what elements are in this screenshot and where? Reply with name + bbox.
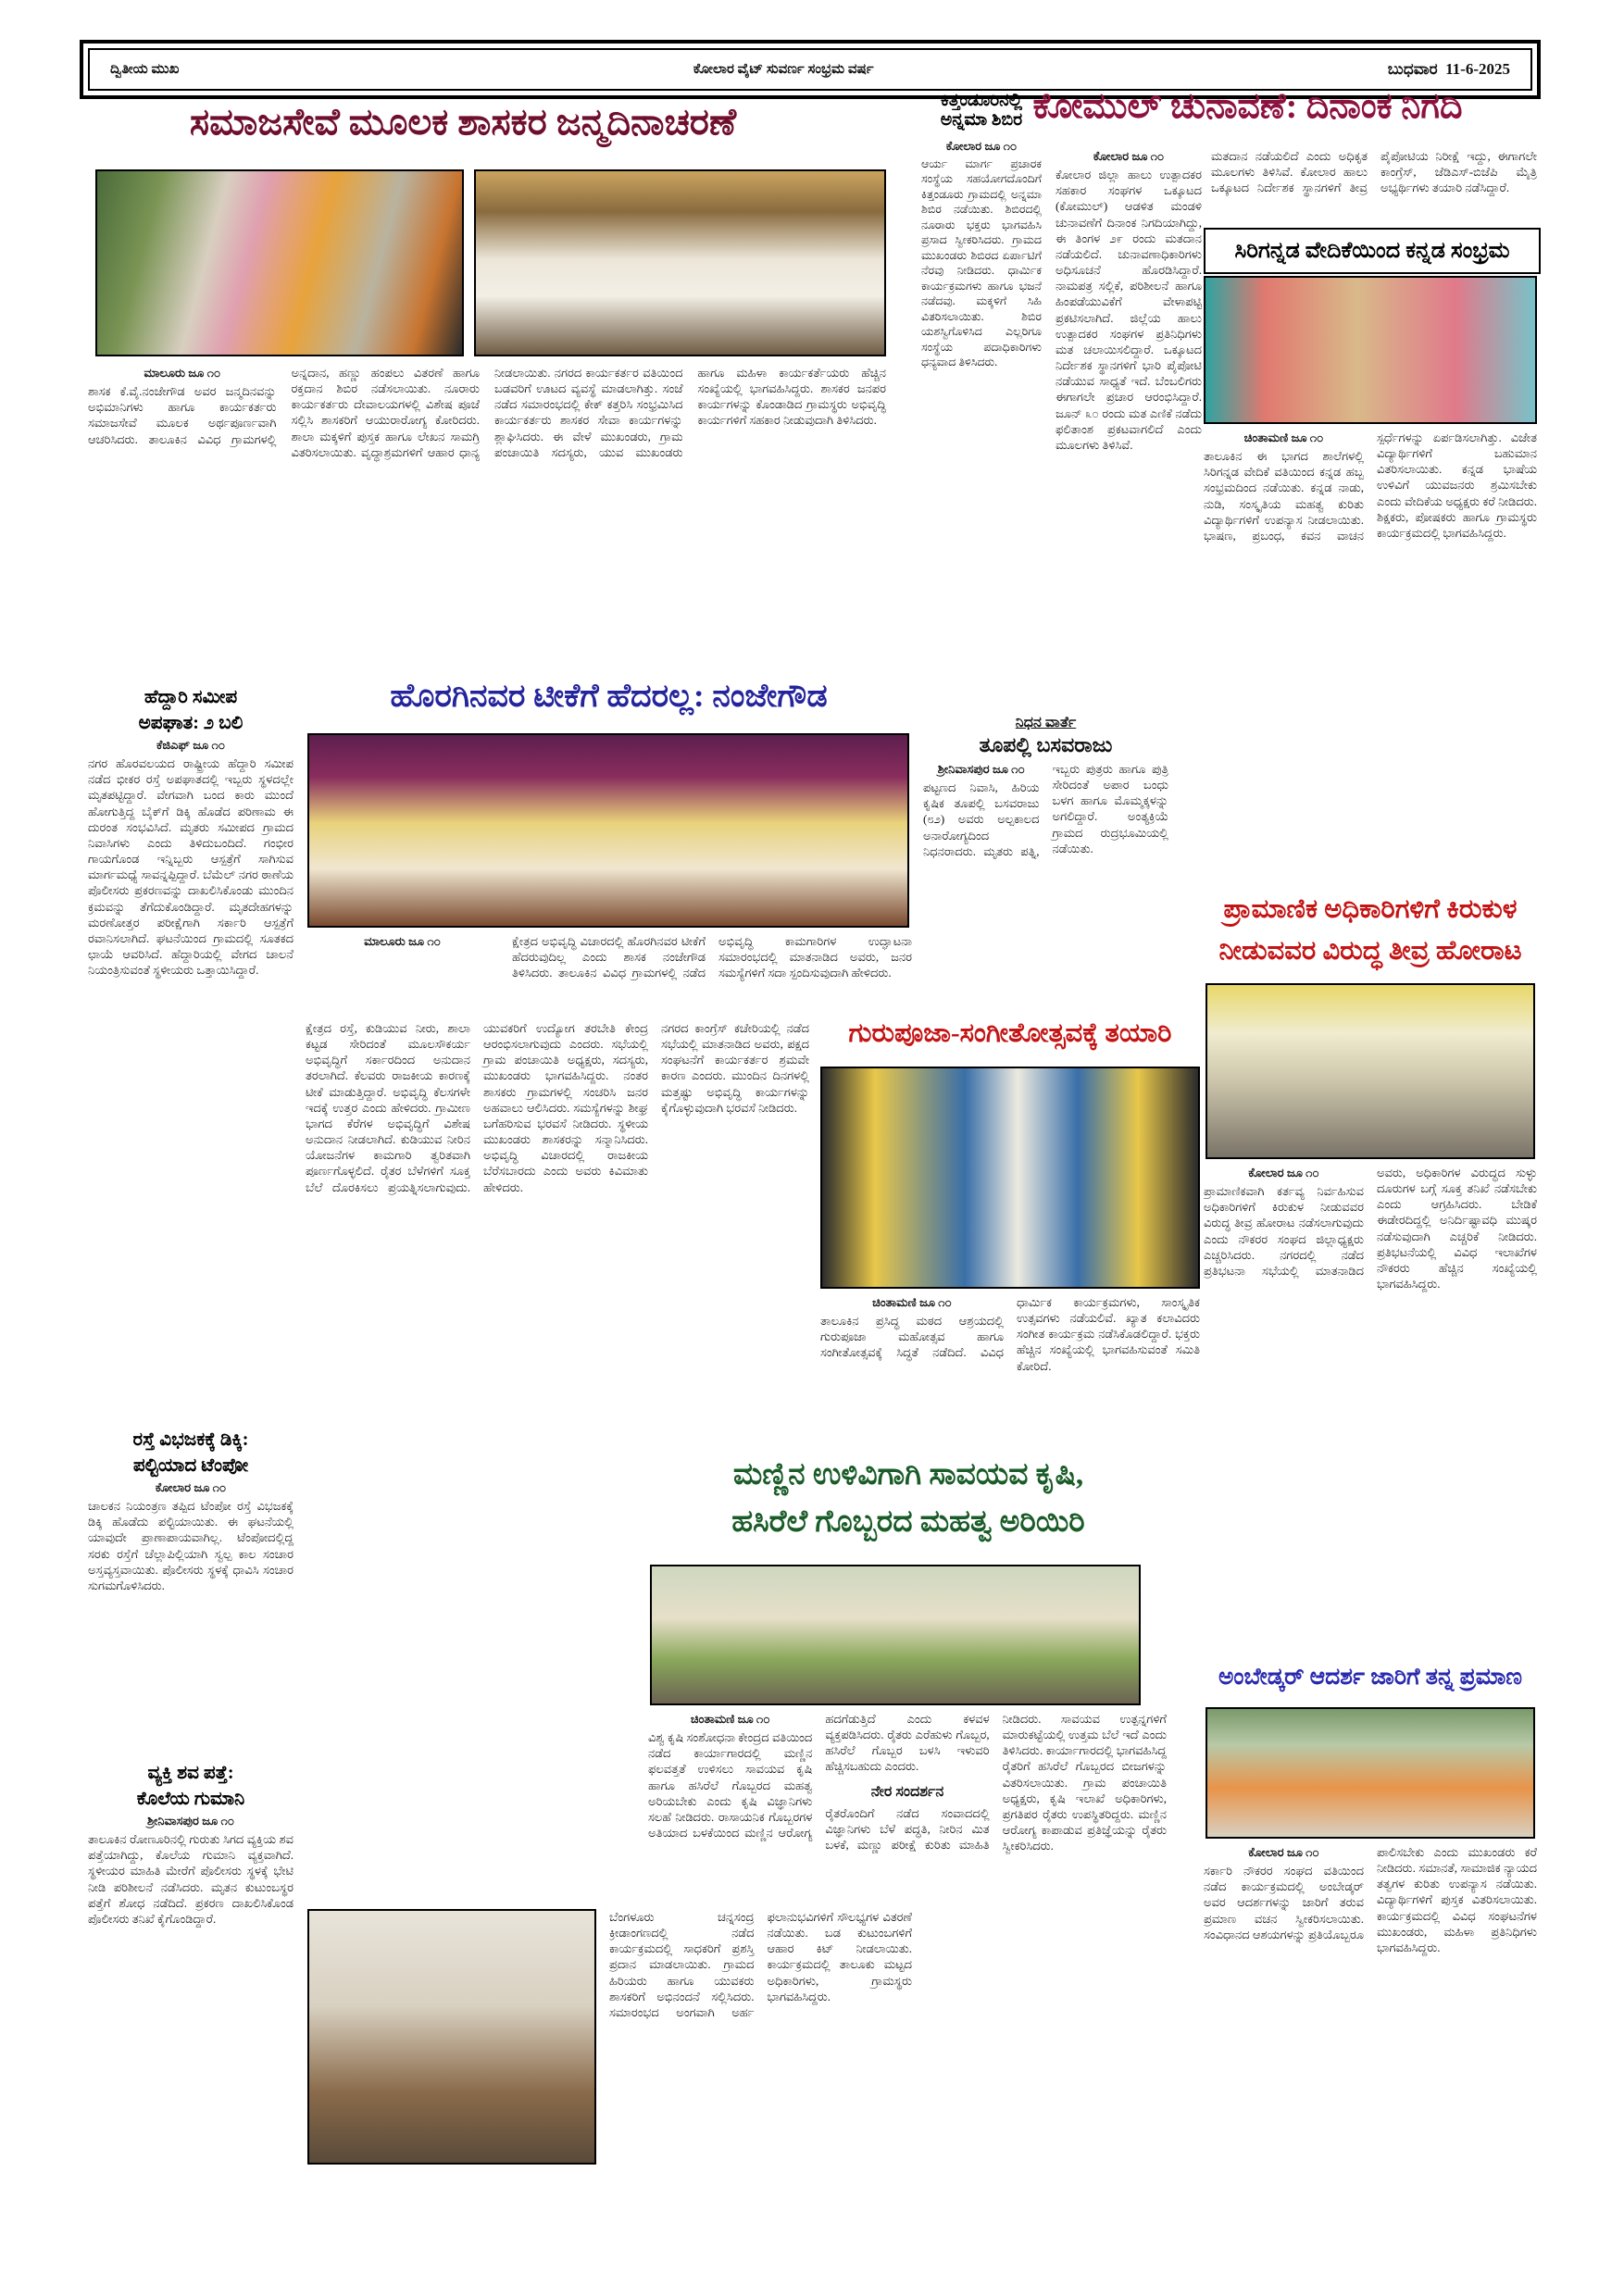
article-nanjegowda-bottom-text: ಬೆಂಗಳೂರು ಚನ್ನಸಂದ್ರ ಕ್ರೀಡಾಂಗಣದಲ್ಲಿ ನಡೆದ ಕಾರ್ಯಕ್ರಮದಲ್ಲಿ ಸಾಧಕರಿಗೆ ಪ್ರಶಸ್ತಿ ಪ್ರದಾನ ಮಾಡಲಾಯಿತು. ಗ್ರಾಮದ ಹಿರಿಯರು ಹಾಗೂ ಯುವಕರು ಶಾಸಕರಿಗೆ ಅಭಿನಂದನೆ ಸಲ್ಲಿಸಿದರು. ಸಮಾರಂಭದ ಅಂಗವಾಗಿ ಅರ್ಹ ಫಲಾನುಭವಿಗಳಿಗೆ ಸೌಲಭ್ಯಗಳ ವಿತರಣೆ ನಡೆಯಿತು. ಬಡ ಕುಟುಂಬಗಳಿಗೆ ಆಹಾರ ಕಿಟ್ ನೀಡಲಾಯಿತು. ಕಾರ್ಯಕ್ರಮದಲ್ಲಿ ತಾಲೂಕು ಮಟ್ಟದ ಅಧಿಕಾರಿಗಳು, ಗ್ರಾಮಸ್ಥರು ಭಾಗವಹಿಸಿದ್ದರು.	[609, 1910, 912, 2019]
article-harassment-headline-line2: ನೀಡುವವರ ವಿರುದ್ಧ ತೀವ್ರ ಹೋರಾಟ	[1218, 935, 1522, 966]
article-tempo-dateline: ಕೋಲಾರ ಜೂ ೧೦	[155, 1480, 227, 1494]
masthead-section-label: ದ್ವಿತೀಯ ಮುಖ	[110, 62, 180, 77]
article-tempo-text: ಚಾಲಕನ ನಿಯಂತ್ರಣ ತಪ್ಪಿದ ಟೆಂಪೋ ರಸ್ತೆ ವಿಭಜಕಕ್ಕೆ ಡಿಕ್ಕಿ ಹೊಡೆದು ಪಲ್ಟಿಯಾಯಿತು. ಈ ಘಟನೆಯಲ್ಲಿ ಯಾವುದೇ ಪ್ರಾಣಾಪಾಯವಾಗಿಲ್ಲ. ಟೆಂಪೋದಲ್ಲಿದ್ದ ಸರಕು ರಸ್ತೆಗೆ ಚೆಲ್ಲಾಪಿಲ್ಲಿಯಾಗಿ ಸ್ವಲ್ಪ ಕಾಲ ಸಂಚಾರ ಅಸ್ತವ್ಯಸ್ತವಾಯಿತು. ಪೊಲೀಸರು ಸ್ಥಳಕ್ಕೆ ಧಾವಿಸಿ ಸಂಚಾರ ಸುಗಮಗೊಳಿಸಿದರು.	[88, 1499, 294, 1592]
article-ambedkar-headline: ಅಂಬೇಡ್ಕರ್ ಆದರ್ಶ ಜಾರಿಗೆ ತನ್ನ ಪ್ರಮಾಣ	[1218, 1665, 1523, 1690]
article-komul-text-left: ಕೋಲಾರ ಜಿಲ್ಲಾ ಹಾಲು ಉತ್ಪಾದಕರ ಸಹಕಾರ ಸಂಘಗಳ ಒಕ್ಕೂಟದ (ಕೋಮುಲ್) ಆಡಳಿತ ಮಂಡಳಿ ಚುನಾವಣೆಗೆ ದಿನಾಂಕ ನಿಗದಿಯಾಗಿದ್ದು, ಈ ತಿಂಗಳ ೨೯ ರಂದು ಮತದಾನ ನಡೆಯಲಿದೆ. ಚುನಾವಣಾಧಿಕಾರಿಗಳು ಅಧಿಸೂಚನೆ ಹೊರಡಿಸಿದ್ದಾರೆ. ನಾಮಪತ್ರ ಸಲ್ಲಿಕೆ, ಪರಿಶೀಲನೆ ಹಾಗೂ ಹಿಂಪಡೆಯುವಿಕೆಗೆ ವೇಳಾಪಟ್ಟಿ ಪ್ರಕಟಿಸಲಾಗಿದೆ. ಜಿಲ್ಲೆಯ ಹಾಲು ಉತ್ಪಾದಕರ ಸಂಘಗಳ ಪ್ರತಿನಿಧಿಗಳು ಮತ ಚಲಾಯಿಸಲಿದ್ದಾರೆ. ಒಕ್ಕೂಟದ ನಿರ್ದೇಶಕ ಸ್ಥಾನಗಳಿಗೆ ಭಾರಿ ಪೈಪೋಟಿ ನಡೆಯುವ ಸಾಧ್ಯತೆ ಇದೆ. ಬೆಂಬಲಿಗರು ಈಗಾಗಲೇ ಪ್ರಚಾರ ಆರಂಭಿಸಿದ್ದಾರೆ. ಜೂನ್ ೩೦ ರಂದು ಮತ ಎಣಿಕೆ ನಡೆದು ಫಲಿತಾಂಶ ಪ್ರಕಟವಾಗಲಿದೆ ಎಂದು ಮೂಲಗಳು ತಿಳಿಸಿವೆ.	[1056, 168, 1202, 452]
article-komul-text-right: ಮತದಾನ ನಡೆಯಲಿದೆ ಎಂದು ಅಧಿಕೃತ ಮೂಲಗಳು ತಿಳಿಸಿವೆ. ಕೋಲಾರ ಹಾಲು ಒಕ್ಕೂಟದ ನಿರ್ದೇಶಕ ಸ್ಥಾನಗಳಿಗೆ ತೀವ್ರ ಪೈಪೋಟಿಯ ನಿರೀಕ್ಷೆ ಇದ್ದು, ಈಗಾಗಲೇ ಕಾಂಗ್ರೆಸ್, ಜೆಡಿಎಸ್-ಬಿಜೆಪಿ ಮೈತ್ರಿ ಅಭ್ಯರ್ಥಿಗಳು ತಯಾರಿ ನಡೆಸಿದ್ದಾರೆ.	[1211, 149, 1537, 195]
article-body-found-body	[88, 1813, 294, 2250]
photo-nanjegowda-stage	[307, 733, 909, 928]
article-soil-dateline: ಚಿಂತಾಮಣಿ ಜೂ ೧೦	[690, 1712, 770, 1726]
article-sirigannada-dateline: ಚಿಂತಾಮಣಿ ಜೂ ೧೦	[1243, 430, 1324, 444]
article-ambedkar-body	[1204, 1844, 1537, 2252]
article-nanjegowda-intro	[306, 933, 912, 1015]
article-obituary-dateline: ಶ್ರೀನಿವಾಸಪುರ ಜೂ ೧೦	[937, 762, 1025, 776]
article-soil-headline-line1: ಮಣ್ಣಿನ ಉಳಿವಿಗಾಗಿ ಸಾವಯವ ಕೃಷಿ,	[732, 1458, 1084, 1491]
article-body-found-headline-line2: ಕೊಲೆಯ ಗುಮಾನಿ	[136, 1789, 245, 1809]
left-column-briefs	[88, 681, 294, 2250]
article-body-found-dateline: ಶ್ರೀನಿವಾಸಪುರ ಜೂ ೧೦	[146, 1814, 235, 1828]
article-accident-body	[88, 737, 294, 1424]
article-nanjegowda-side-text: ನಗರದ ಕಾಂಗ್ರೆಸ್ ಕಚೇರಿಯಲ್ಲಿ ನಡೆದ ಸಭೆಯಲ್ಲಿ ಮಾತನಾಡಿದ ಅವರು, ಪಕ್ಷದ ಸಂಘಟನೆಗೆ ಕಾರ್ಯಕರ್ತರ ಶ್ರಮವೇ ಕಾರಣ ಎಂದರು. ಮುಂದಿನ ದಿನಗಳಲ್ಲಿ ಮತ್ತಷ್ಟು ಅಭಿವೃದ್ಧಿ ಕಾರ್ಯಗಳನ್ನು ಕೈಗೊಳ್ಳುವುದಾಗಿ ಭರವಸೆ ನೀಡಿದರು.	[661, 1021, 809, 1115]
article-gurupuja-headline: ಗುರುಪೂಜಾ-ಸಂಗೀತೋತ್ಸವಕ್ಕೆ ತಯಾರಿ	[848, 1018, 1172, 1048]
article-harassment-dateline: ಕೋಲಾರ ಜೂ ೧೦	[1248, 1166, 1319, 1179]
article-body-found-headline-line1: ವ್ಯಕ್ತಿ ಶವ ಪತ್ತೆ:	[147, 1763, 234, 1783]
photo-handover	[307, 1909, 596, 2165]
article-sirigannada-headline: ಸಿರಿಗನ್ನಡ ವೇದಿಕೆಯಿಂದ ಕನ್ನಡ ಸಂಭ್ರಮ	[1204, 228, 1541, 274]
article-soil-headline	[650, 1452, 1167, 1561]
masthead-edition-label: ಕೋಲಾರ ವೈಟ್ ಸುವರ್ಣ ಸಂಭ್ರಮ ವರ್ಷ	[693, 62, 874, 77]
article-obituary-body	[923, 761, 1168, 1013]
article-komul-headline: ಕೋಮುಲ್ ಚುನಾವಣೆ: ದಿನಾಂಕ ನಿಗದಿ	[1032, 87, 1463, 126]
article-accident-headline-line1: ಹೆದ್ದಾರಿ ಸಮೀಪ	[144, 687, 238, 707]
article-ambedkar-dateline: ಕೋಲಾರ ಜೂ ೧೦	[1248, 1845, 1319, 1859]
article-birthday-text: ಶಾಸಕ ಕೆ.ವೈ.ನಂಜೇಗೌಡ ಅವರ ಜನ್ಮದಿನವನ್ನು ಅಭಿಮಾನಿಗಳು ಹಾಗೂ ಕಾರ್ಯಕರ್ತರು ಸಮಾಜಸೇವೆ ಮೂಲಕ ಅರ್ಥಪೂರ್ಣವಾಗಿ ಆಚರಿಸಿದರು. ತಾಲೂಕಿನ ವಿವಿಧ ಗ್ರಾಮಗಳಲ್ಲಿ ಅನ್ನದಾನ, ಹಣ್ಣು ಹಂಪಲು ವಿತರಣೆ ಹಾಗೂ ರಕ್ತದಾನ ಶಿಬಿರ ನಡೆಸಲಾಯಿತು. ನೂರಾರು ಕಾರ್ಯಕರ್ತರು ದೇವಾಲಯಗಳಲ್ಲಿ ವಿಶೇಷ ಪೂಜೆ ಸಲ್ಲಿಸಿ ಶಾಸಕರಿಗೆ ಆಯುರಾರೋಗ್ಯ ಕೋರಿದರು. ಶಾಲಾ ಮಕ್ಕಳಿಗೆ ಪುಸ್ತಕ ಹಾಗೂ ಲೇಖನ ಸಾಮಗ್ರಿ ವಿತರಿಸಲಾಯಿತು. ವೃದ್ಧಾಶ್ರಮಗಳಿಗೆ ಆಹಾರ ಧಾನ್ಯ ನೀಡಲಾಯಿತು. ನಗರದ ಕಾರ್ಯಕರ್ತರ ವತಿಯಿಂದ ಬಡವರಿಗೆ ಊಟದ ವ್ಯವಸ್ಥೆ ಮಾಡಲಾಗಿತ್ತು. ಸಂಜೆ ನಡೆದ ಸಮಾರಂಭದಲ್ಲಿ ಕೇಕ್ ಕತ್ತರಿಸಿ ಸಂಭ್ರಮಿಸಿದ ಕಾರ್ಯಕರ್ತರು ಶಾಸಕರ ಸೇವಾ ಕಾರ್ಯಗಳನ್ನು ಶ್ಲಾಘಿಸಿದರು. ಈ ವೇಳೆ ಮುಖಂಡರು, ಗ್ರಾಮ ಪಂಚಾಯಿತಿ ಸದಸ್ಯರು, ಯುವ ಮುಖಂಡರು ಹಾಗೂ ಮಹಿಳಾ ಕಾರ್ಯಕರ್ತೆಯರು ಹೆಚ್ಚಿನ ಸಂಖ್ಯೆಯಲ್ಲಿ ಭಾಗವಹಿಸಿದ್ದರು. ಶಾಸಕರ ಜನಪರ ಕಾರ್ಯಗಳನ್ನು ಕೊಂಡಾಡಿದ ಗ್ರಾಮಸ್ಥರು ಅಭಿವೃದ್ಧಿ ಕಾರ್ಯಗಳಿಗೆ ಸಹಕಾರ ನೀಡುವುದಾಗಿ ತಿಳಿಸಿದರು.	[88, 366, 886, 459]
photo-birthday-annadana	[474, 169, 886, 356]
article-tempo-body	[88, 1479, 294, 1757]
article-kittandur-body	[921, 138, 1042, 706]
photo-birthday-procession	[95, 169, 464, 356]
photo-ambedkar-group	[1206, 1707, 1535, 1839]
article-birthday-headline: ಸಮಾಜಸೇವೆ ಮೂಲಕ ಶಾಸಕರ ಜನ್ಮದಿನಾಚರಣೆ	[189, 102, 737, 143]
masthead-date-value: 11-6-2025	[1445, 60, 1510, 78]
article-birthday-dateline: ಮಾಲೂರು ಜೂ ೧೦	[144, 366, 221, 380]
article-birthday-body	[88, 365, 886, 672]
article-obituary-text: ಪಟ್ಟಣದ ನಿವಾಸಿ, ಹಿರಿಯ ಕೃಷಿಕ ತೂಪಲ್ಲಿ ಬಸವರಾಜು (೮೨) ಅವರು ಅಲ್ಪಕಾಲದ ಅನಾರೋಗ್ಯದಿಂದ ನಿಧನರಾದರು. ಮೃತರು ಪತ್ನಿ, ಇಬ್ಬರು ಪುತ್ರರು ಹಾಗೂ ಪುತ್ರಿ ಸೇರಿದಂತೆ ಅಪಾರ ಬಂಧು ಬಳಗ ಹಾಗೂ ಮೊಮ್ಮಕ್ಕಳನ್ನು ಅಗಲಿದ್ದಾರೆ. ಅಂತ್ಯಕ್ರಿಯೆ ಗ್ರಾಮದ ರುದ್ರಭೂಮಿಯಲ್ಲಿ ನಡೆಯಿತು.	[923, 762, 1168, 858]
article-soil-text-1: ವಿಶ್ವ ಕೃಷಿ ಸಂಶೋಧನಾ ಕೇಂದ್ರದ ವತಿಯಿಂದ ನಡೆದ ಕಾರ್ಯಾಗಾರದಲ್ಲಿ ಮಣ್ಣಿನ ಫಲವತ್ತತೆ ಉಳಿಸಲು ಸಾವಯವ ಕೃಷಿ ಹಾಗೂ ಹಸಿರೆಲೆ ಗೊಬ್ಬರದ ಮಹತ್ವ ಅರಿಯಬೇಕು ಎಂದು ಕೃಷಿ ವಿಜ್ಞಾನಿಗಳು ಸಲಹೆ ನೀಡಿದರು. ರಾಸಾಯನಿಕ ಗೊಬ್ಬರಗಳ ಅತಿಯಾದ ಬಳಕೆಯಿಂದ ಮಣ್ಣಿನ ಆರೋಗ್ಯ ಹದಗೆಡುತ್ತಿದೆ ಎಂದು ಕಳವಳ ವ್ಯಕ್ತಪಡಿಸಿದರು. ರೈತರು ಎರೆಹುಳು ಗೊಬ್ಬರ, ಹಸಿರೆಲೆ ಗೊಬ್ಬರ ಬಳಸಿ ಇಳುವರಿ ಹೆಚ್ಚಿಸಬಹುದು ಎಂದರು.	[648, 1712, 990, 1841]
article-harassment-headline	[1204, 889, 1537, 980]
article-sirigannada-text: ತಾಲೂಕಿನ ಈ ಭಾಗದ ಶಾಲೆಗಳಲ್ಲಿ ಸಿರಿಗನ್ನಡ ವೇದಿಕೆ ವತಿಯಿಂದ ಕನ್ನಡ ಹಬ್ಬ ಸಂಭ್ರಮದಿಂದ ನಡೆಯಿತು. ಕನ್ನಡ ನಾಡು, ನುಡಿ, ಸಂಸ್ಕೃತಿಯ ಮಹತ್ವ ಕುರಿತು ವಿದ್ಯಾರ್ಥಿಗಳಿಗೆ ಉಪನ್ಯಾಸ ನೀಡಲಾಯಿತು. ಭಾಷಣ, ಪ್ರಬಂಧ, ಕವನ ವಾಚನ ಸ್ಪರ್ಧೆಗಳನ್ನು ಏರ್ಪಡಿಸಲಾಗಿತ್ತು. ವಿಜೇತ ವಿದ್ಯಾರ್ಥಿಗಳಿಗೆ ಬಹುಮಾನ ವಿತರಿಸಲಾಯಿತು. ಕನ್ನಡ ಭಾಷೆಯ ಉಳಿವಿಗೆ ಯುವಜನರು ಶ್ರಮಿಸಬೇಕು ಎಂದು ವೇದಿಕೆಯ ಅಧ್ಯಕ್ಷರು ಕರೆ ನೀಡಿದರು. ಶಿಕ್ಷಕರು, ಪೋಷಕರು ಹಾಗೂ ಗ್ರಾಮಸ್ಥರು ಕಾರ್ಯಕ್ರಮದಲ್ಲಿ ಭಾಗವಹಿಸಿದ್ದರು.	[1204, 430, 1537, 543]
article-accident-text: ನಗರ ಹೊರವಲಯದ ರಾಷ್ಟ್ರೀಯ ಹೆದ್ದಾರಿ ಸಮೀಪ ನಡೆದ ಭೀಕರ ರಸ್ತೆ ಅಪಘಾತದಲ್ಲಿ ಇಬ್ಬರು ಸ್ಥಳದಲ್ಲೇ ಮೃತಪಟ್ಟಿದ್ದಾರೆ. ವೇಗವಾಗಿ ಬಂದ ಕಾರು ಮುಂದೆ ಹೋಗುತ್ತಿದ್ದ ಬೈಕ್‌ಗೆ ಡಿಕ್ಕಿ ಹೊಡೆದ ಪರಿಣಾಮ ಈ ದುರಂತ ಸಂಭವಿಸಿದೆ. ಮೃತರು ಸಮೀಪದ ಗ್ರಾಮದ ನಿವಾಸಿಗಳು ಎಂದು ತಿಳಿದುಬಂದಿದೆ. ಗಂಭೀರ ಗಾಯಗೊಂಡ ಇನ್ನಿಬ್ಬರು ಆಸ್ಪತ್ರೆಗೆ ಸಾಗಿಸುವ ಮಾರ್ಗಮಧ್ಯೆ ಸಾವನ್ನಪ್ಪಿದ್ದಾರೆ. ಬೆಮೆಲ್ ನಗರ ಠಾಣೆಯ ಪೊಲೀಸರು ಪ್ರಕರಣವನ್ನು ದಾಖಲಿಸಿಕೊಂಡು ಮುಂದಿನ ಕ್ರಮವನ್ನು ತೆಗೆದುಕೊಂಡಿದ್ದಾರೆ. ಮೃತದೇಹಗಳನ್ನು ಮರಣೋತ್ತರ ಪರೀಕ್ಷೆಗಾಗಿ ಸರ್ಕಾರಿ ಆಸ್ಪತ್ರೆಗೆ ರವಾನಿಸಲಾಗಿದೆ. ಘಟನೆಯಿಂದ ಗ್ರಾಮದಲ್ಲಿ ಸೂತಕದ ಛಾಯೆ ಆವರಿಸಿದೆ. ಹೆದ್ದಾರಿಯಲ್ಲಿ ವೇಗದ ಚಾಲನೆ ನಿಯಂತ್ರಿಸುವಂತೆ ಸ್ಥಳೀಯರು ಒತ್ತಾಯಿಸಿದ್ದಾರೆ.	[88, 756, 294, 978]
article-nanjegowda-headline: ಹೊರಗಿನವರ ಟೀಕೆಗೆ ಹೆದರಲ್ಲ: ನಂಜೇಗೌಡ	[390, 678, 828, 714]
obituary-label: ನಿಧನ ವಾರ್ತೆ	[1015, 715, 1077, 730]
photo-soil-farmers	[650, 1565, 1141, 1705]
article-kittandur-text: ಆರ್ಯ ಮಾರ್ಗ ಪ್ರಚಾರಕ ಸಂಸ್ಥೆಯ ಸಹಯೋಗದೊಂದಿಗೆ ಕಿತ್ತಂಡೂರು ಗ್ರಾಮದಲ್ಲಿ ಅನ್ನಮಾ ಶಿಬಿರ ನಡೆಯಿತು. ಶಿಬಿರದಲ್ಲಿ ನೂರಾರು ಭಕ್ತರು ಭಾಗವಹಿಸಿ ಪ್ರಸಾದ ಸ್ವೀಕರಿಸಿದರು. ಗ್ರಾಮದ ಮುಖಂಡರು ಶಿಬಿರದ ಏರ್ಪಾಟಿಗೆ ನೆರವು ನೀಡಿದರು. ಧಾರ್ಮಿಕ ಕಾರ್ಯಕ್ರಮಗಳು ಹಾಗೂ ಭಜನೆ ನಡೆದವು. ಮಕ್ಕಳಿಗೆ ಸಿಹಿ ವಿತರಿಸಲಾಯಿತು. ಶಿಬಿರ ಯಶಸ್ವಿಗೊಳಿಸಿದ ಎಲ್ಲರಿಗೂ ಸಂಸ್ಥೆಯ ಪದಾಧಿಕಾರಿಗಳು ಧನ್ಯವಾದ ತಿಳಿಸಿದರು.	[921, 156, 1042, 369]
article-nanjegowda-dateline: ಮಾಲೂರು ಜೂ ೧೦	[364, 934, 441, 948]
article-tempo-headline-line1: ರಸ್ತೆ ವಿಭಜಕಕ್ಕೆ ಡಿಕ್ಕಿ:	[132, 1429, 249, 1450]
article-tempo-headline-line2: ಪಲ್ಟಿಯಾದ ಟೆಂಪೋ	[132, 1455, 249, 1476]
article-soil-body	[648, 1711, 1167, 2250]
article-kittandur	[921, 91, 1042, 706]
article-obituary	[923, 715, 1168, 1013]
masthead	[88, 48, 1532, 91]
article-komul-body-right	[1211, 148, 1537, 222]
masthead-date	[1388, 60, 1510, 79]
masthead-day: ಬುಧವಾರ	[1387, 60, 1438, 78]
article-kittandur-dateline: ಕೋಲಾರ ಜೂ ೧೦	[945, 138, 1018, 153]
article-harassment-text: ಪ್ರಾಮಾಣಿಕವಾಗಿ ಕರ್ತವ್ಯ ನಿರ್ವಹಿಸುವ ಅಧಿಕಾರಿಗಳಿಗೆ ಕಿರುಕುಳ ನೀಡುವವರ ವಿರುದ್ಧ ತೀವ್ರ ಹೋರಾಟ ನಡೆಸಲಾಗುವುದು ಎಂದು ನೌಕರರ ಸಂಘದ ಜಿಲ್ಲಾಧ್ಯಕ್ಷರು ಎಚ್ಚರಿಸಿದರು. ನಗರದಲ್ಲಿ ನಡೆದ ಪ್ರತಿಭಟನಾ ಸಭೆಯಲ್ಲಿ ಮಾತನಾಡಿದ ಅವರು, ಅಧಿಕಾರಿಗಳ ವಿರುದ್ಧದ ಸುಳ್ಳು ದೂರುಗಳ ಬಗ್ಗೆ ಸೂಕ್ತ ತನಿಖೆ ನಡೆಸಬೇಕು ಎಂದು ಆಗ್ರಹಿಸಿದರು. ಬೇಡಿಕೆ ಈಡೇರದಿದ್ದಲ್ಲಿ ಅನಿರ್ದಿಷ್ಟಾವಧಿ ಮುಷ್ಕರ ನಡೆಸುವುದಾಗಿ ಎಚ್ಚರಿಕೆ ನೀಡಿದರು. ಪ್ರತಿಭಟನೆಯಲ್ಲಿ ವಿವಿಧ ಇಲಾಖೆಗಳ ನೌಕರರು ಹೆಚ್ಚಿನ ಸಂಖ್ಯೆಯಲ್ಲಿ ಭಾಗವಹಿಸಿದ್ದರು.	[1204, 1166, 1537, 1292]
obituary-name: ತೂಪಲ್ಲಿ ಬಸವರಾಜು	[979, 733, 1113, 756]
article-harassment-headline-line1: ಪ್ರಾಮಾಣಿಕ ಅಧಿಕಾರಿಗಳಿಗೆ ಕಿರುಕುಳ	[1223, 894, 1518, 924]
article-nanjegowda-body-side	[661, 1020, 809, 1446]
article-nanjegowda-main-text: ಕ್ಷೇತ್ರದ ರಸ್ತೆ, ಕುಡಿಯುವ ನೀರು, ಶಾಲಾ ಕಟ್ಟಡ ಸೇರಿದಂತೆ ಮೂಲಸೌಕರ್ಯ ಅಭಿವೃದ್ಧಿಗೆ ಸರ್ಕಾರದಿಂದ ಅನುದಾನ ತರಲಾಗಿದೆ. ಕೆಲವರು ರಾಜಕೀಯ ಕಾರಣಕ್ಕೆ ಟೀಕೆ ಮಾಡುತ್ತಿದ್ದಾರೆ. ಅಭಿವೃದ್ಧಿ ಕೆಲಸಗಳೇ ಇದಕ್ಕೆ ಉತ್ತರ ಎಂದು ಹೇಳಿದರು. ಗ್ರಾಮೀಣ ಭಾಗದ ಕೆರೆಗಳ ಅಭಿವೃದ್ಧಿಗೆ ವಿಶೇಷ ಅನುದಾನ ನೀಡಲಾಗಿದೆ. ಕುಡಿಯುವ ನೀರಿನ ಯೋಜನೆಗಳ ಕಾಮಗಾರಿ ತ್ವರಿತವಾಗಿ ಪೂರ್ಣಗೊಳ್ಳಲಿದೆ. ರೈತರ ಬೆಳೆಗಳಿಗೆ ಸೂಕ್ತ ಬೆಲೆ ದೊರಕಿಸಲು ಪ್ರಯತ್ನಿಸಲಾಗುವುದು. ಯುವಕರಿಗೆ ಉದ್ಯೋಗ ತರಬೇತಿ ಕೇಂದ್ರ ಆರಂಭಿಸಲಾಗುವುದು ಎಂದರು. ಸಭೆಯಲ್ಲಿ ಗ್ರಾಮ ಪಂಚಾಯಿತಿ ಅಧ್ಯಕ್ಷರು, ಸದಸ್ಯರು, ಮುಖಂಡರು ಭಾಗವಹಿಸಿದ್ದರು. ನಂತರ ಶಾಸಕರು ಗ್ರಾಮಗಳಲ್ಲಿ ಸಂಚರಿಸಿ ಜನರ ಅಹವಾಲು ಆಲಿಸಿದರು. ಸಮಸ್ಯೆಗಳನ್ನು ಶೀಘ್ರ ಬಗೆಹರಿಸುವ ಭರವಸೆ ನೀಡಿದರು. ಸ್ಥಳೀಯ ಮುಖಂಡರು ಶಾಸಕರನ್ನು ಸನ್ಮಾನಿಸಿದರು. ಅಭಿವೃದ್ಧಿ ವಿಚಾರದಲ್ಲಿ ರಾಜಕೀಯ ಬೆರೆಸಬಾರದು ಎಂದು ಅವರು ಕಿವಿಮಾತು ಹೇಳಿದರು.	[306, 1021, 648, 1194]
photo-gurupuja-deity	[820, 1067, 1200, 1289]
article-kittandur-headline-line1: ಕಿತ್ತಂಡೂರಿನಲ್ಲಿ	[940, 91, 1023, 110]
photo-harassment-protest	[1206, 983, 1535, 1159]
article-soil-subhead: ನೇರ ಸಂದರ್ಶನ	[870, 1783, 944, 1800]
article-accident-headline-line2: ಅಪಘಾತ: ೨ ಬಲಿ	[138, 713, 244, 733]
article-nanjegowda-intro-text: ಕ್ಷೇತ್ರದ ಅಭಿವೃದ್ಧಿ ವಿಚಾರದಲ್ಲಿ ಹೊರಗಿನವರ ಟೀಕೆಗೆ ಹೆದರುವುದಿಲ್ಲ ಎಂದು ಶಾಸಕ ನಂಜೇಗೌಡ ತಿಳಿಸಿದರು. ತಾಲೂಕಿನ ವಿವಿಧ ಗ್ರಾಮಗಳಲ್ಲಿ ನಡೆದ ಅಭಿವೃದ್ಧಿ ಕಾಮಗಾರಿಗಳ ಉದ್ಘಾಟನಾ ಸಮಾರಂಭದಲ್ಲಿ ಮಾತನಾಡಿದ ಅವರು, ಜನರ ಸಮಸ್ಯೆಗಳಿಗೆ ಸದಾ ಸ್ಪಂದಿಸುವುದಾಗಿ ಹೇಳಿದರು.	[512, 934, 912, 980]
article-sirigannada-body	[1204, 430, 1537, 885]
article-gurupuja-dateline: ಚಿಂತಾಮಣಿ ಜೂ ೧೦	[872, 1295, 952, 1309]
article-kittandur-headline-line2: ಅನ್ನಮಾ ಶಿಬಿರ	[940, 110, 1023, 131]
article-gurupuja-body	[820, 1294, 1200, 1446]
article-soil-headline-line2: ಹಸಿರೆಲೆ ಗೊಬ್ಬರದ ಮಹತ್ವ ಅರಿಯಿರಿ	[731, 1505, 1085, 1540]
photo-sirigannada-group	[1204, 276, 1537, 424]
article-harassment-body	[1204, 1165, 1537, 1663]
article-soil-text-2: ರೈತರೊಂದಿಗೆ ನಡೆದ ಸಂವಾದದಲ್ಲಿ ವಿಜ್ಞಾನಿಗಳು ಬೆಳೆ ಪದ್ಧತಿ, ನೀರಿನ ಮಿತ ಬಳಕೆ, ಮಣ್ಣು ಪರೀಕ್ಷೆ ಕುರಿತು ಮಾಹಿತಿ ನೀಡಿದರು. ಸಾವಯವ ಉತ್ಪನ್ನಗಳಿಗೆ ಮಾರುಕಟ್ಟೆಯಲ್ಲಿ ಉತ್ತಮ ಬೆಲೆ ಇದೆ ಎಂದು ತಿಳಿಸಿದರು. ಕಾರ್ಯಾಗಾರದಲ್ಲಿ ಭಾಗವಹಿಸಿದ್ದ ರೈತರಿಗೆ ಹಸಿರೆಲೆ ಗೊಬ್ಬರದ ಬೀಜಗಳನ್ನು ವಿತರಿಸಲಾಯಿತು. ಗ್ರಾಮ ಪಂಚಾಯಿತಿ ಅಧ್ಯಕ್ಷರು, ಕೃಷಿ ಇಲಾಖೆ ಅಧಿಕಾರಿಗಳು, ಪ್ರಗತಿಪರ ರೈತರು ಉಪಸ್ಥಿತರಿದ್ದರು. ಮಣ್ಣಿನ ಆರೋಗ್ಯ ಕಾಪಾಡುವ ಪ್ರತಿಜ್ಞೆಯನ್ನು ರೈತರು ಸ್ವೀಕರಿಸಿದರು.	[825, 1712, 1167, 1853]
article-ambedkar-text: ಸರ್ಕಾರಿ ನೌಕರರ ಸಂಘದ ವತಿಯಿಂದ ನಡೆದ ಕಾರ್ಯಕ್ರಮದಲ್ಲಿ ಅಂಬೇಡ್ಕರ್ ಅವರ ಆದರ್ಶಗಳನ್ನು ಜಾರಿಗೆ ತರುವ ಪ್ರಮಾಣ ವಚನ ಸ್ವೀಕರಿಸಲಾಯಿತು. ಸಂವಿಧಾನದ ಆಶಯಗಳನ್ನು ಪ್ರತಿಯೊಬ್ಬರೂ ಪಾಲಿಸಬೇಕು ಎಂದು ಮುಖಂಡರು ಕರೆ ನೀಡಿದರು. ಸಮಾನತೆ, ಸಾಮಾಜಿಕ ನ್ಯಾಯದ ತತ್ವಗಳ ಕುರಿತು ಉಪನ್ಯಾಸ ನಡೆಯಿತು. ವಿದ್ಯಾರ್ಥಿಗಳಿಗೆ ಪುಸ್ತಕ ವಿತರಿಸಲಾಯಿತು. ಕಾರ್ಯಕ್ರಮದಲ್ಲಿ ವಿವಿಧ ಸಂಘಟನೆಗಳ ಮುಖಂಡರು, ಮಹಿಳಾ ಪ್ರತಿನಿಧಿಗಳು ಭಾಗವಹಿಸಿದ್ದರು.	[1204, 1845, 1537, 1954]
article-komul-dateline: ಕೋಲಾರ ಜೂ ೧೦	[1093, 149, 1165, 163]
article-accident-dateline: ಕೆಜಿಎಫ್ ಜೂ ೧೦	[156, 738, 226, 752]
article-gurupuja-text: ತಾಲೂಕಿನ ಪ್ರಸಿದ್ಧ ಮಠದ ಆಶ್ರಯದಲ್ಲಿ ಗುರುಪೂಜಾ ಮಹೋತ್ಸವ ಹಾಗೂ ಸಂಗೀತೋತ್ಸವಕ್ಕೆ ಸಿದ್ಧತೆ ನಡೆದಿದೆ. ವಿವಿಧ ಧಾರ್ಮಿಕ ಕಾರ್ಯಕ್ರಮಗಳು, ಸಾಂಸ್ಕೃತಿಕ ಉತ್ಸವಗಳು ನಡೆಯಲಿವೆ. ಖ್ಯಾತ ಕಲಾವಿದರು ಸಂಗೀತ ಕಾರ್ಯಕ್ರಮ ನಡೆಸಿಕೊಡಲಿದ್ದಾರೆ. ಭಕ್ತರು ಹೆಚ್ಚಿನ ಸಂಖ್ಯೆಯಲ್ಲಿ ಭಾಗವಹಿಸುವಂತೆ ಸಮಿತಿ ಕೋರಿದೆ.	[820, 1295, 1200, 1373]
article-body-found-text: ತಾಲೂಕಿನ ರೋಣೂರಿನಲ್ಲಿ ಗುರುತು ಸಿಗದ ವ್ಯಕ್ತಿಯ ಶವ ಪತ್ತೆಯಾಗಿದ್ದು, ಕೊಲೆಯ ಗುಮಾನಿ ವ್ಯಕ್ತವಾಗಿದೆ. ಸ್ಥಳೀಯರ ಮಾಹಿತಿ ಮೇರೆಗೆ ಪೊಲೀಸರು ಸ್ಥಳಕ್ಕೆ ಭೇಟಿ ನೀಡಿ ಪರಿಶೀಲನೆ ನಡೆಸಿದರು. ಮೃತನ ಕುಟುಂಬಸ್ಥರ ಪತ್ತೆಗೆ ಶೋಧ ನಡೆದಿದೆ. ಪ್ರಕರಣ ದಾಖಲಿಸಿಕೊಂಡ ಪೊಲೀಸರು ತನಿಖೆ ಕೈಗೊಂಡಿದ್ದಾರೆ.	[88, 1832, 294, 1926]
article-nanjegowda-body-main	[306, 1020, 648, 1903]
